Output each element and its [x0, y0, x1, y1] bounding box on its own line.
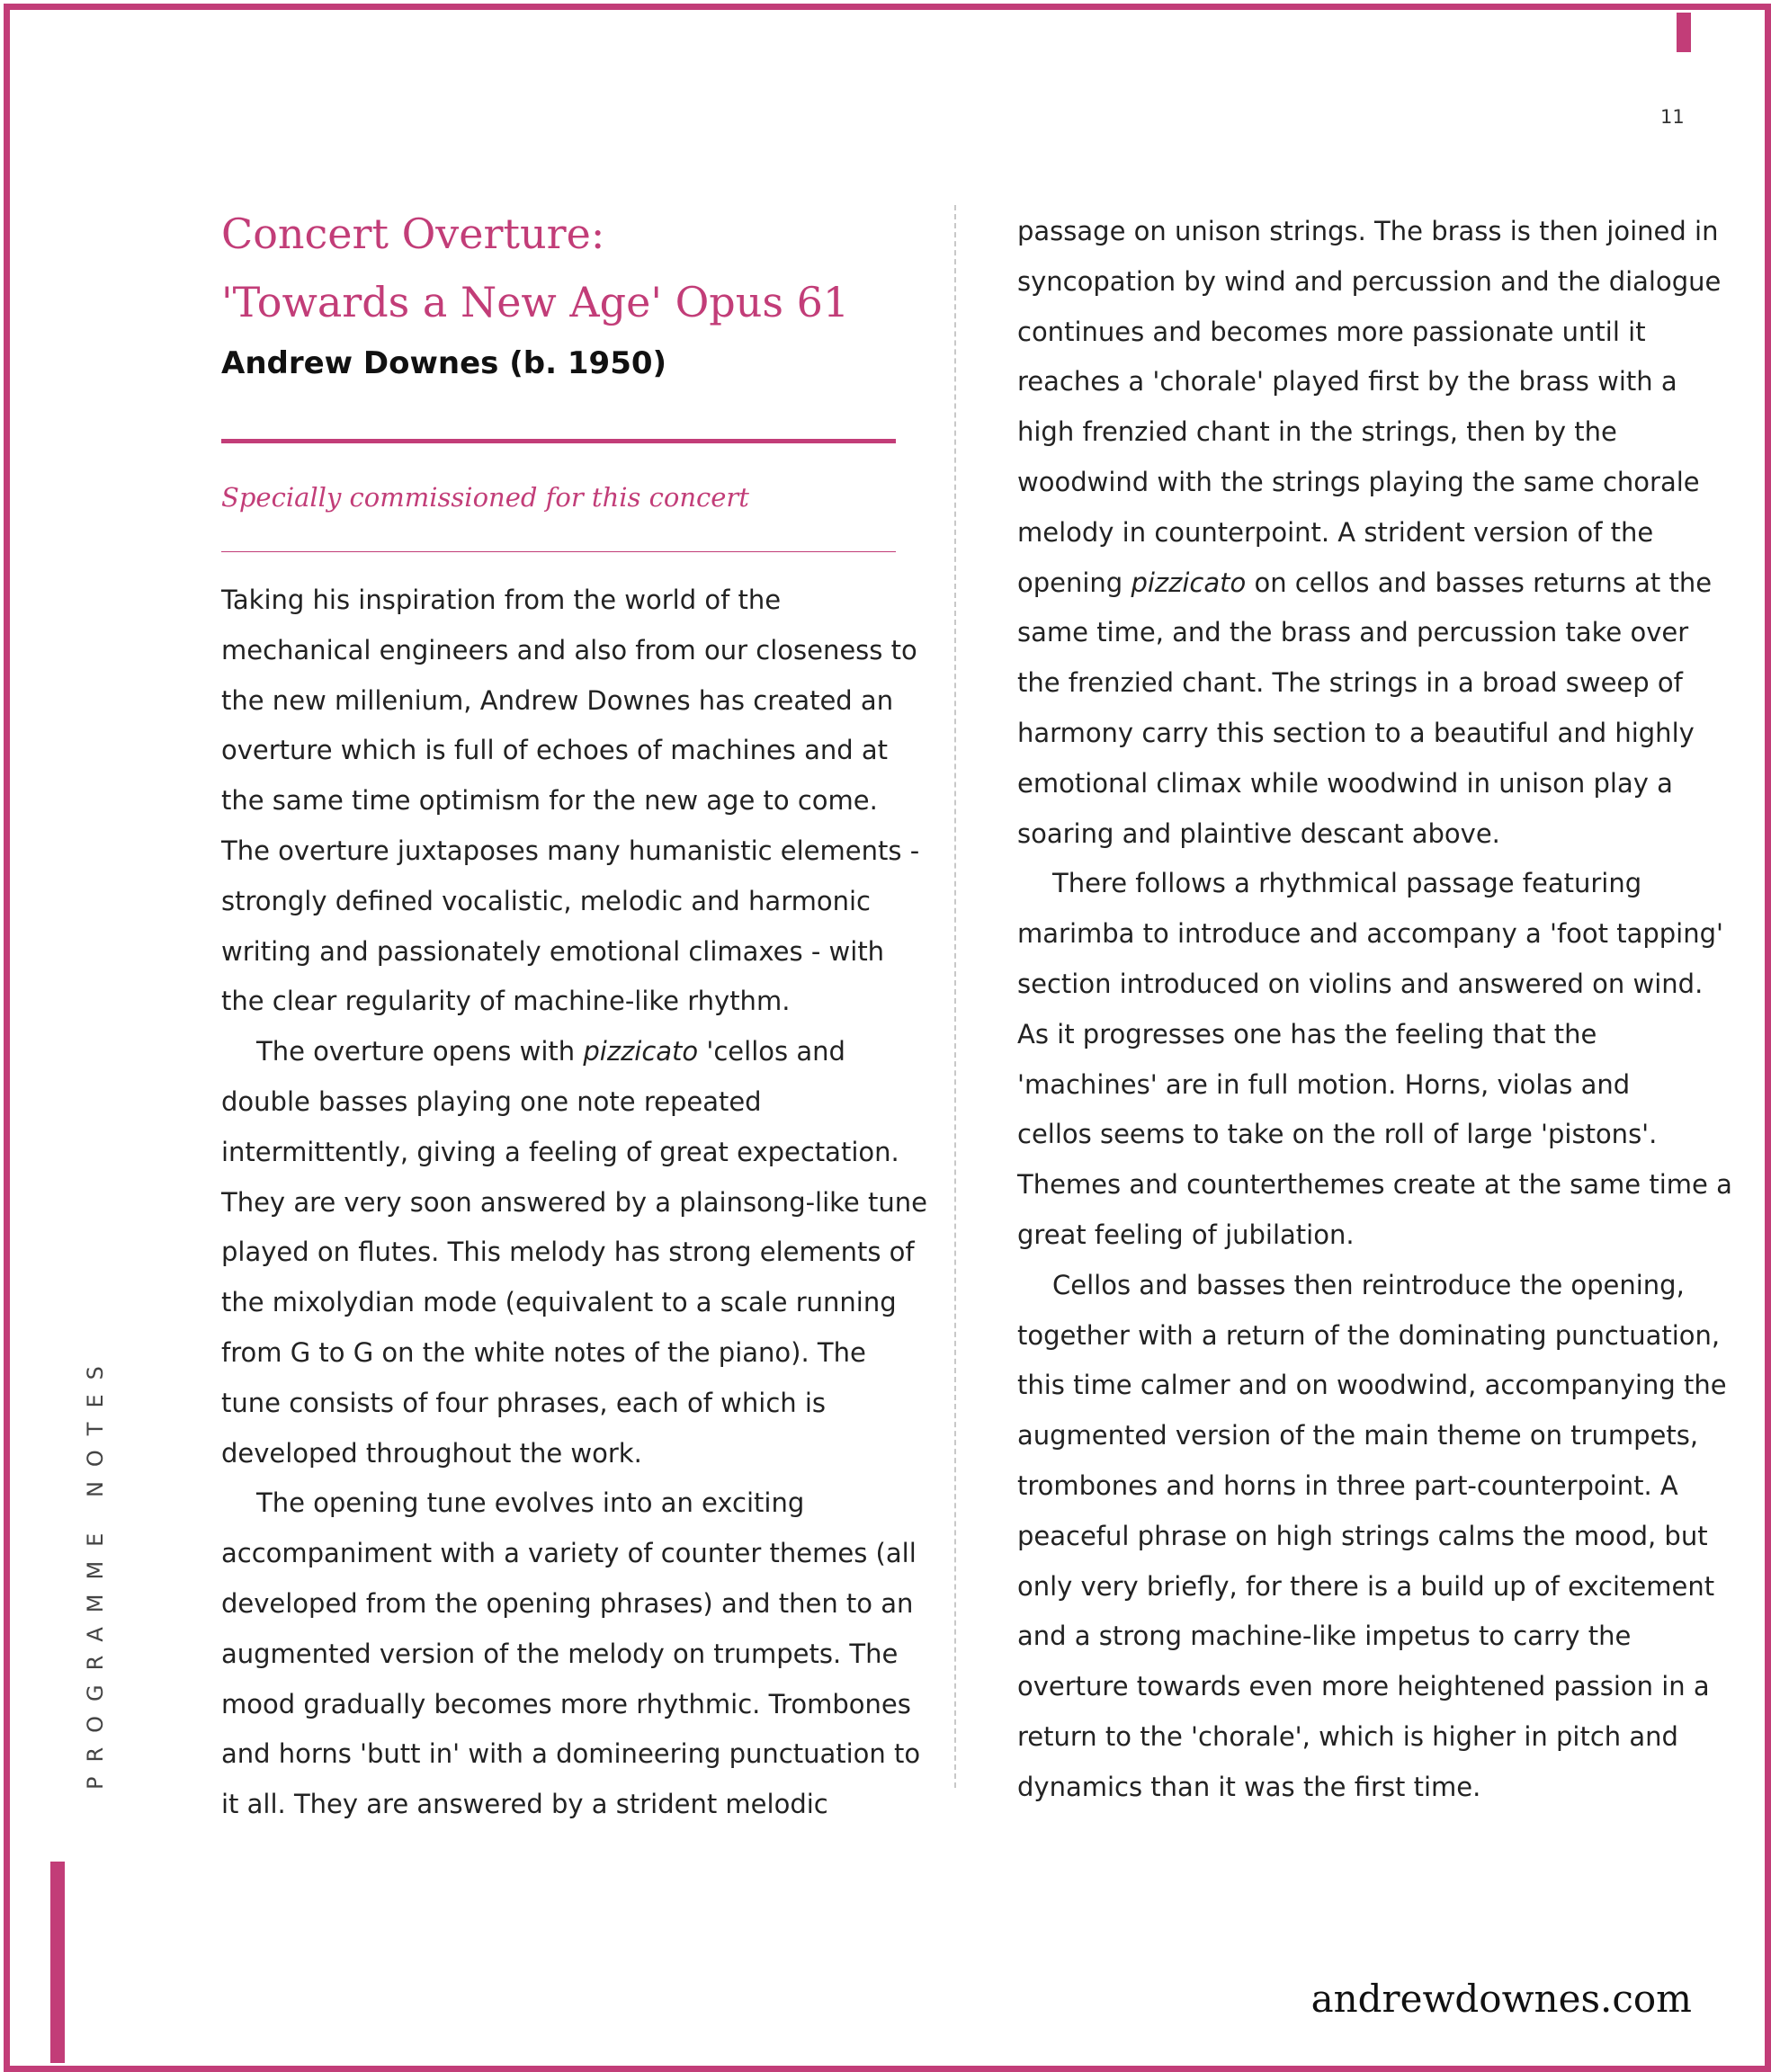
- text-line: and a strong machine-like impetus to carry the: [1017, 1621, 1632, 1652]
- title-rule: [221, 439, 896, 443]
- text-line: return to the 'chorale', which is higher in pitch and: [1017, 1720, 1678, 1752]
- text-line: section introduced on violins and answered on wind.: [1017, 968, 1704, 999]
- text-line: strongly defined vocalistic, melodic and harmonic: [221, 885, 871, 916]
- text-line: opening pizzicato on cellos and basses returns at the: [1017, 567, 1713, 598]
- corner-tab-bottom: [50, 1862, 65, 2063]
- text-line: Themes and counterthemes create at the same time a: [1017, 1169, 1732, 1201]
- commission-note: Specially commissioned for this concert: [221, 482, 749, 513]
- text-line: emotional climax while woodwind in unison play a: [1017, 767, 1673, 799]
- column-divider: [954, 205, 956, 1788]
- text-line: the same time optimism for the new age to come.: [221, 785, 878, 817]
- text-line: They are very soon answered by a plainsong-like tune: [221, 1186, 927, 1218]
- text-line: played on flutes. This melody has strong elements of: [221, 1237, 915, 1268]
- corner-tab-top: [1677, 13, 1691, 52]
- composer-name: Andrew Downes (b. 1950): [221, 345, 667, 381]
- page-number: 11: [1660, 106, 1685, 128]
- text-line: together with a return of the dominating punctuation,: [1017, 1319, 1721, 1351]
- text-line: trombones and horns in three part-counterpoint. A: [1017, 1469, 1678, 1501]
- text-line: this time calmer and on woodwind, accompanying the: [1017, 1370, 1727, 1401]
- text-line: developed from the opening phrases) and then to an: [221, 1587, 914, 1619]
- right-body-text: [1017, 207, 1732, 1813]
- text-line: melody in counterpoint. A strident version of the: [1017, 516, 1654, 548]
- text-line: it all. They are answered by a strident melodic: [221, 1789, 828, 1820]
- text-line: high frenzied chant in the strings, then by the: [1017, 416, 1617, 448]
- text-line: harmony carry this section to a beautiful and highly: [1017, 717, 1695, 748]
- text-line: syncopation by wind and percussion and the dialogue: [1017, 265, 1722, 297]
- text-line: augmented version of the melody on trumpets. The: [221, 1638, 899, 1669]
- text-line: Taking his inspiration from the world of the: [221, 585, 782, 615]
- text-line: only very briefly, for there is a build up of excitement: [1017, 1570, 1715, 1602]
- text-line: marimba to introduce and accompany a 'foot tapping': [1017, 918, 1723, 950]
- text-line: There follows a rhythmical passage featuring: [1052, 868, 1642, 899]
- text-line: Cellos and basses then reintroduce the opening,: [1052, 1269, 1685, 1300]
- text-line: woodwind with the strings playing the same chorale: [1017, 466, 1700, 497]
- text-line: overture towards even more heightened passion in a: [1017, 1671, 1710, 1702]
- left-body-text: [221, 576, 927, 1830]
- text-line: mechanical engineers and also from our closeness to: [221, 634, 917, 665]
- text-line: peaceful phrase on high strings calms the mood, but: [1017, 1520, 1708, 1551]
- text-line: developed throughout the work.: [221, 1437, 642, 1469]
- text-line: overture which is full of echoes of machines and at: [221, 735, 889, 766]
- text-line: the new millenium, Andrew Downes has created an: [221, 684, 894, 716]
- title-line-1: Concert Overture:: [221, 210, 605, 258]
- text-line: passage on unison strings. The brass is then joined in: [1017, 216, 1719, 246]
- website-url: andrewdownes.com: [1310, 1977, 1692, 2021]
- text-line: 'machines' are in full motion. Horns, violas and: [1017, 1068, 1631, 1100]
- right-column: [1017, 207, 1732, 1813]
- text-line: accompaniment with a variety of counter themes (all: [221, 1538, 917, 1569]
- text-line: the clear regularity of machine-like rhythm.: [221, 986, 791, 1017]
- text-line: dynamics than it was the first time.: [1017, 1771, 1481, 1802]
- text-line: the frenzied chant. The strings in a broad sweep of: [1017, 667, 1683, 699]
- text-line: cellos seems to take on the roll of large 'pistons'.: [1017, 1119, 1658, 1150]
- text-line: The overture opens with pizzicato 'cellos and: [256, 1036, 845, 1067]
- title-line-2: 'Towards a New Age' Opus 61: [221, 278, 850, 326]
- text-line: tune consists of four phrases, each of which is: [221, 1387, 827, 1418]
- text-line: great feeling of jubilation.: [1017, 1219, 1355, 1250]
- left-column: [221, 200, 927, 1830]
- side-label: PROGRAMME NOTES: [83, 1352, 108, 1790]
- text-line: As it progresses one has the feeling that the: [1017, 1018, 1597, 1049]
- text-line: writing and passionately emotional climaxes - with: [221, 935, 885, 967]
- text-line: double basses playing one note repeated: [221, 1085, 762, 1117]
- text-line: mood gradually becomes more rhythmic. Trombones: [221, 1688, 911, 1719]
- text-line: the mixolydian mode (equivalent to a scale running: [221, 1287, 897, 1318]
- text-line: The overture juxtaposes many humanistic elements -: [221, 835, 920, 866]
- text-line: from G to G on the white notes of the piano). The: [221, 1336, 866, 1368]
- text-line: reaches a 'chorale' played first by the brass with a: [1017, 366, 1677, 397]
- text-line: and horns 'butt in' with a domineering punctuation to: [221, 1738, 921, 1770]
- text-line: continues and becomes more passionate until it: [1017, 316, 1646, 347]
- text-line: augmented version of the main theme on trumpets,: [1017, 1420, 1699, 1451]
- text-line: The opening tune evolves into an exciting: [256, 1487, 805, 1519]
- text-line: intermittently, giving a feeling of great expectation.: [221, 1136, 899, 1167]
- commission-rule: [221, 551, 896, 552]
- text-line: same time, and the brass and percussion take over: [1017, 617, 1689, 648]
- text-line: soaring and plaintive descant above.: [1017, 817, 1500, 849]
